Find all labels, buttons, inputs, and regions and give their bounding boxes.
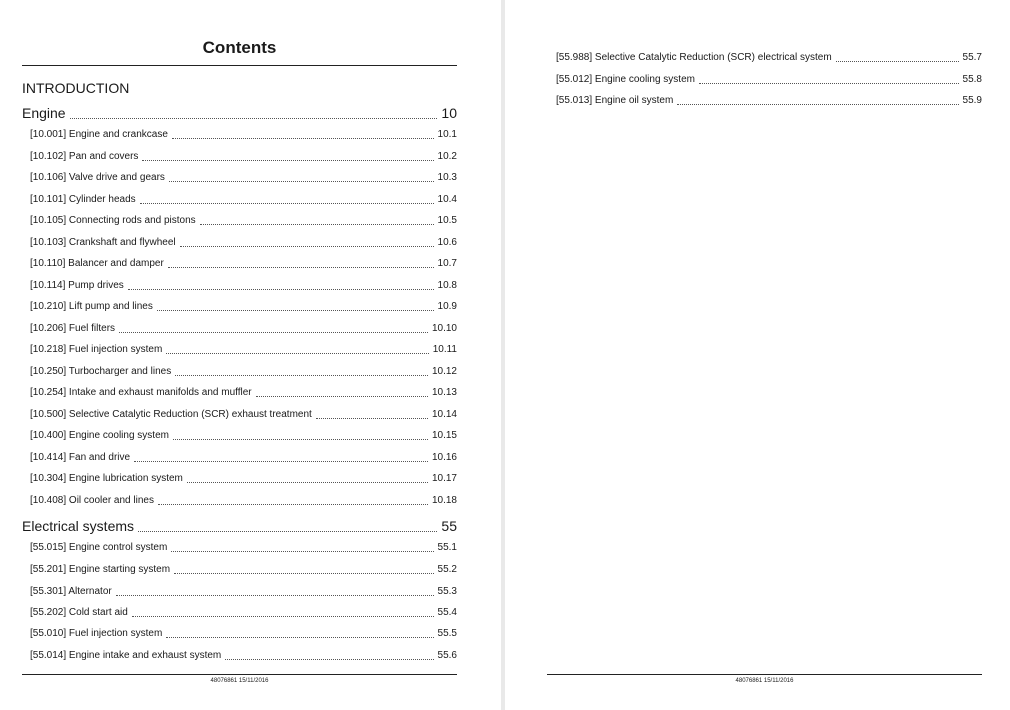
toc-entry-label: [55.014] Engine intake and exhaust system <box>30 650 222 661</box>
leader-dots <box>187 482 428 483</box>
toc-entry-page: 55.8 <box>962 74 982 85</box>
leader-dots <box>173 439 428 440</box>
toc-entry-page: 10.15 <box>431 430 457 441</box>
title-divider <box>22 65 457 66</box>
leader-dots <box>158 504 428 505</box>
leader-dots <box>172 138 434 139</box>
toc-entry-page: 10.6 <box>437 237 457 248</box>
leader-dots <box>836 61 959 62</box>
toc-entry[interactable] <box>30 563 457 577</box>
toc-entry-label: [55.202] Cold start aid <box>30 607 128 618</box>
leader-dots <box>140 203 434 204</box>
toc-entry[interactable] <box>30 541 457 555</box>
toc-entry-label: [10.400] Engine cooling system <box>30 430 169 441</box>
footer-divider <box>22 674 457 675</box>
toc-entry[interactable] <box>30 193 457 207</box>
toc-section-page: 10 <box>441 105 457 121</box>
leader-dots <box>157 310 434 311</box>
toc-entry-label: [10.304] Engine lubrication system <box>30 473 183 484</box>
toc-entry-label: [10.414] Fan and drive <box>30 452 131 463</box>
toc-entry[interactable] <box>30 585 457 599</box>
toc-entry-page: 55.9 <box>962 95 982 106</box>
toc-entry-page: 10.12 <box>431 366 457 377</box>
toc-entry[interactable] <box>30 150 457 164</box>
toc-entry-label: [55.010] Fuel injection system <box>30 628 163 639</box>
toc-entry[interactable] <box>30 627 457 641</box>
toc-entry[interactable] <box>30 472 457 486</box>
leader-dots <box>132 616 434 617</box>
toc-entry-label: [55.015] Engine control system <box>30 542 168 553</box>
toc-entry-page: 55.6 <box>437 650 457 661</box>
toc-entry-label: [10.103] Crankshaft and flywheel <box>30 237 176 248</box>
toc-entry-label: [10.250] Turbocharger and lines <box>30 366 172 377</box>
leader-dots <box>128 289 434 290</box>
toc-entry-label: [10.106] Valve drive and gears <box>30 172 165 183</box>
toc-entry-page: 55.5 <box>437 628 457 639</box>
toc-entry-page: 10.3 <box>437 172 457 183</box>
toc-entry-label: [55.988] Selective Catalytic Reduction (SCR) electrical system <box>556 52 832 63</box>
toc-entry[interactable] <box>30 322 457 336</box>
toc-entry-page: 10.7 <box>437 258 457 269</box>
leader-dots <box>166 637 433 638</box>
toc-entry-label: [55.201] Engine starting system <box>30 564 171 575</box>
toc-entry-label: [55.013] Engine oil system <box>556 95 674 106</box>
toc-entry[interactable] <box>30 451 457 465</box>
toc-entry-page: 10.16 <box>431 452 457 463</box>
toc-entry-label: [55.301] Alternator <box>30 586 112 597</box>
toc-entry-page: 10.18 <box>431 495 457 506</box>
leader-dots <box>200 224 434 225</box>
contents-title: Contents <box>202 38 277 57</box>
footer-divider <box>547 674 982 675</box>
leader-dots <box>142 160 433 161</box>
leader-dots <box>175 375 428 376</box>
toc-entry[interactable] <box>30 429 457 443</box>
toc-entry-label: [10.218] Fuel injection system <box>30 344 163 355</box>
leader-dots <box>171 551 433 552</box>
toc-section-label: Electrical systems <box>22 518 135 534</box>
toc-entry-label: [10.102] Pan and covers <box>30 151 139 162</box>
toc-entry-page: 10.10 <box>431 323 457 334</box>
leader-dots <box>70 118 438 119</box>
toc-entry-label: [10.114] Pump drives <box>30 280 124 291</box>
toc-entry-label: [10.500] Selective Catalytic Reduction (SCR) exhaust treatment <box>30 409 312 420</box>
leader-dots <box>316 418 428 419</box>
toc-entry[interactable] <box>30 257 457 271</box>
toc-entry-page: 10.1 <box>437 129 457 140</box>
toc-entry[interactable] <box>30 300 457 314</box>
toc-entry[interactable] <box>30 606 457 620</box>
toc-entry-page: 10.14 <box>431 409 457 420</box>
toc-entry[interactable] <box>556 51 982 65</box>
right-page <box>505 0 1010 710</box>
toc-entry[interactable] <box>30 279 457 293</box>
toc-section-electrical-systems[interactable] <box>22 517 457 535</box>
leader-dots <box>180 246 434 247</box>
toc-entry-page: 55.2 <box>437 564 457 575</box>
toc-entry[interactable] <box>30 236 457 250</box>
toc-entry-page: 55.7 <box>962 52 982 63</box>
toc-entry-page: 10.9 <box>437 301 457 312</box>
toc-entry[interactable] <box>556 73 982 87</box>
leader-dots <box>225 659 433 660</box>
toc-entry[interactable] <box>30 343 457 357</box>
toc-entry-page: 10.5 <box>437 215 457 226</box>
toc-entry-label: [10.105] Connecting rods and pistons <box>30 215 196 226</box>
toc-entry-label: [10.254] Intake and exhaust manifolds and muffler <box>30 387 252 398</box>
toc-entry-label: [55.012] Engine cooling system <box>556 74 695 85</box>
leader-dots <box>119 332 428 333</box>
toc-entry-page: 10.2 <box>437 151 457 162</box>
toc-entry-page: 10.13 <box>431 387 457 398</box>
toc-entry-page: 10.8 <box>437 280 457 291</box>
left-page <box>0 0 501 710</box>
toc-entry[interactable] <box>30 128 457 142</box>
leader-dots <box>699 83 959 84</box>
leader-dots <box>168 267 434 268</box>
toc-entry-page: 55.3 <box>437 586 457 597</box>
toc-entry-page: 55.4 <box>437 607 457 618</box>
toc-entry-label: [10.001] Engine and crankcase <box>30 129 168 140</box>
leader-dots <box>116 595 434 596</box>
toc-entry[interactable] <box>30 386 457 400</box>
toc-entry[interactable] <box>30 214 457 228</box>
toc-entry[interactable] <box>30 494 457 508</box>
footer-text: 48076861 15/11/2016 <box>735 678 794 684</box>
leader-dots <box>169 181 434 182</box>
toc-entry[interactable] <box>30 649 457 663</box>
leader-dots <box>166 353 428 354</box>
leader-dots <box>138 531 437 532</box>
toc-entry[interactable] <box>30 365 457 379</box>
toc-entry-label: [10.408] Oil cooler and lines <box>30 495 154 506</box>
toc-entry[interactable] <box>556 94 982 108</box>
introduction-heading: INTRODUCTION <box>22 80 130 96</box>
toc-entry-label: [10.210] Lift pump and lines <box>30 301 153 312</box>
toc-entry-label: [10.110] Balancer and damper <box>30 258 164 269</box>
leader-dots <box>174 573 433 574</box>
footer-text: 48076861 15/11/2016 <box>210 678 269 684</box>
leader-dots <box>677 104 958 105</box>
toc-section-engine[interactable] <box>22 104 457 122</box>
toc-entry-page: 10.17 <box>431 473 457 484</box>
toc-entry[interactable] <box>30 171 457 185</box>
toc-section-label: Engine <box>22 105 66 121</box>
toc-entry[interactable] <box>30 408 457 422</box>
toc-entry-page: 55.1 <box>437 542 457 553</box>
toc-entry-label: [10.101] Cylinder heads <box>30 194 136 205</box>
toc-entry-page: 10.11 <box>432 344 457 355</box>
toc-entry-label: [10.206] Fuel filters <box>30 323 116 334</box>
leader-dots <box>256 396 428 397</box>
leader-dots <box>134 461 428 462</box>
toc-entry-page: 10.4 <box>437 194 457 205</box>
toc-section-page: 55 <box>441 518 457 534</box>
